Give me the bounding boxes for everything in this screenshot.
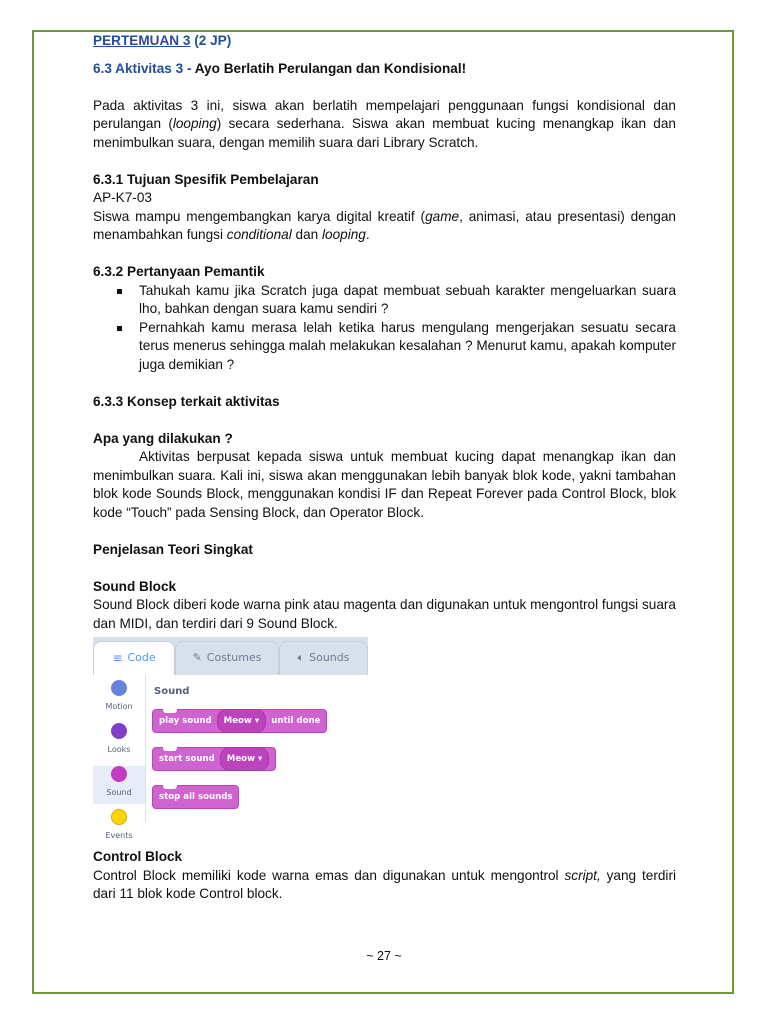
objective-text: Siswa mampu mengembangkan karya digital kreatif (game, animasi, atau presentasi) dengan menambahkan fungsi conditional dan looping. bbox=[93, 208, 676, 242]
activity-number: 6.3 Aktivitas 3 - bbox=[93, 60, 195, 76]
intro-paragraph: Pada aktivitas 3 ini, siswa akan berlatih mempelajari penggunaan fungsi kondisional dan perulangan (looping) secara sederhana. Siswa akan membuat kucing menangkap ikan dan menimbulkan suara, dengan memilih suara dari Library Scratch. bbox=[93, 97, 676, 150]
dropdown-arrow-icon: ▾ bbox=[258, 753, 263, 764]
sound-block-body: Sound Block diberi kode warna pink atau magenta dan digunakan untuk mengontrol fungsi suara dan MIDI, dan terdiri dari 9 Sound Block. bbox=[93, 597, 676, 631]
control-block-body: Control Block memiliki kode warna emas dan digunakan untuk mengontrol script, yang terdiri dari 11 blok kode Control block. bbox=[93, 867, 676, 901]
category-sound[interactable]: Sound bbox=[93, 766, 145, 804]
palette-title: Sound bbox=[154, 686, 190, 697]
sound-dropdown[interactable]: Meow ▾ bbox=[217, 709, 267, 734]
objective-heading: 6.3.1 Tujuan Spesifik Pembelajaran bbox=[93, 171, 319, 187]
questions-heading: 6.3.2 Pertanyaan Pemantik bbox=[93, 264, 265, 279]
meeting-header bbox=[93, 32, 676, 51]
document-content bbox=[93, 32, 676, 904]
concept-body: Aktivitas berpusat kepada siswa untuk membuat kucing dapat menangkap ikan dan menimbulkan suara. Kali ini, siswa akan menggunakan lebih banyak blok kode, yakni tambahan blok kode Sounds Block, menggunakan kondisi IF dan Repeat Forever pada Control Block, blok kode “Touch” pada Sensing Block, dan Operator Block. bbox=[93, 449, 676, 520]
tab-code[interactable]: ≡ Code bbox=[93, 641, 175, 675]
motion-dot-icon bbox=[111, 680, 127, 696]
scratch-screenshot bbox=[93, 637, 368, 840]
events-dot-icon bbox=[111, 809, 127, 825]
meeting-duration: (2 JP) bbox=[190, 33, 232, 48]
brush-icon: ✎ bbox=[192, 651, 202, 665]
block-palette bbox=[146, 675, 368, 822]
questions-list bbox=[93, 282, 676, 375]
scratch-tabs bbox=[93, 637, 368, 675]
concept-heading: 6.3.3 Konsep terkait aktivitas bbox=[93, 393, 280, 409]
code-icon: ≡ bbox=[112, 651, 123, 666]
control-block-heading: Control Block bbox=[93, 849, 183, 864]
objective-code: AP-K7-03 bbox=[93, 190, 152, 205]
sound-block-heading: Sound Block bbox=[93, 578, 177, 594]
list-item: Pernahkah kamu merasa lelah ketika harus mengulang mengerjakan sesuatu secara terus menerus sehingga malah melakukan kesalahan ? Menurut kamu, apakah komputer juga demikian ? bbox=[93, 319, 676, 375]
list-item: Tahukah kamu jika Scratch juga dapat membuat sebuah karakter mengeluarkan suara lho, bahkan dengan suara kamu sendiri ? bbox=[93, 282, 676, 319]
sound-dropdown[interactable]: Meow ▾ bbox=[220, 747, 270, 772]
dropdown-arrow-icon: ▾ bbox=[254, 715, 260, 726]
looks-dot-icon bbox=[111, 723, 127, 739]
start-sound-block[interactable]: start sound Meow ▾ bbox=[152, 747, 276, 771]
theory-heading: Penjelasan Teori Singkat bbox=[93, 541, 253, 557]
category-events[interactable]: Events bbox=[93, 809, 145, 847]
stop-all-sounds-block[interactable]: stop all sounds bbox=[152, 785, 239, 809]
meeting-title: PERTEMUAN 3 bbox=[93, 33, 191, 48]
sound-dot-icon bbox=[111, 766, 127, 782]
concept-subheading: Apa yang dilakukan ? bbox=[93, 430, 233, 446]
page-number: ~ 27 ~ bbox=[366, 949, 402, 963]
tab-costumes[interactable]: ✎ Costumes bbox=[175, 641, 279, 675]
tab-sounds[interactable]: 🔈︎ Sounds bbox=[279, 641, 368, 675]
activity-heading bbox=[93, 60, 676, 79]
category-motion[interactable]: Motion bbox=[93, 680, 145, 718]
speaker-icon: 🔈︎ bbox=[297, 651, 305, 665]
category-list bbox=[93, 675, 146, 840]
activity-title: Ayo Berlatih Perulangan dan Kondisional! bbox=[194, 60, 467, 76]
category-looks[interactable]: Looks bbox=[93, 723, 145, 761]
play-sound-until-done-block[interactable]: play sound Meow ▾ until done bbox=[152, 709, 327, 733]
